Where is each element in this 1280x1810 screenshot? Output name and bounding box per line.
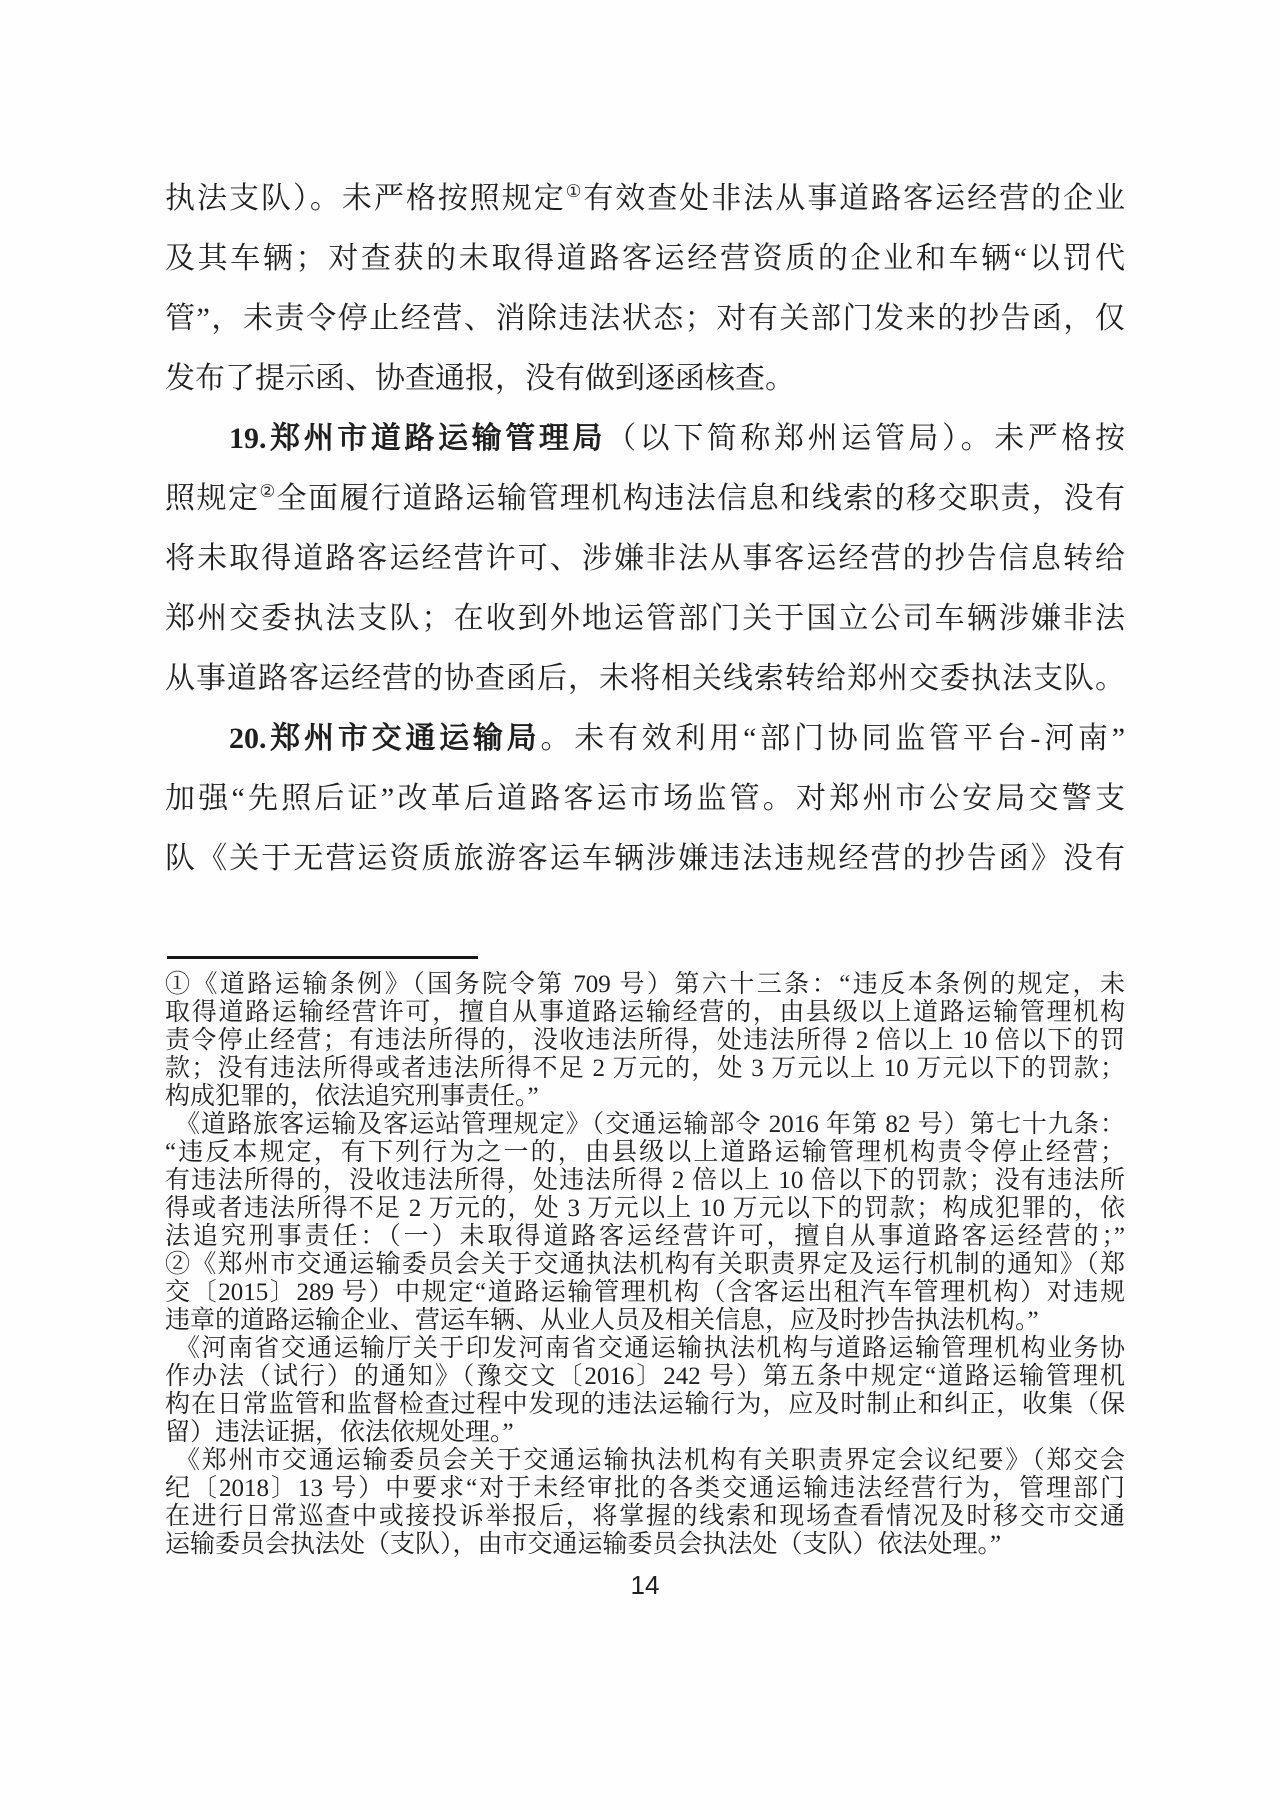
footnote-line: 得或者违法所得不足 2 万元的，处 3 万元以上 10 万元以下的罚款；构成犯罪的，依 <box>165 1195 1125 1222</box>
p1-line1 <box>165 169 1125 229</box>
p1-line3: 管”，未责令停止经营、消除违法状态；对有关部门发来的抄告函，仅 <box>165 302 1125 335</box>
footnote-line: 法追究刑事责任：（一）未取得道路客运经营许可，擅自从事道路客运经营的；” <box>165 1223 1125 1250</box>
footnote-line: 有违法所得的，没收违法所得，处违法所得 2 倍以上 10 倍以下的罚款；没有违法所 <box>165 1167 1125 1194</box>
footnote-line: 作办法（试行）的通知》（豫交文〔2016〕242 号）第五条中规定“道路运输管理机 <box>165 1363 1125 1390</box>
p2-line3: 将未取得道路客运经营许可、涉嫌非法从事客运经营的抄告信息转给 <box>165 542 1125 575</box>
footnote-line: ②《郑州市交通运输委员会关于交通执法机构有关职责界定及运行机制的通知》（郑 <box>165 1251 1125 1278</box>
p3-line3: 队《关于无营运资质旅游客运车辆涉嫌违法违规经营的抄告函》没有 <box>165 842 1125 875</box>
footnote-line: 责令停止经营；有违法所得的，没收违法所得，处违法所得 2 倍以上 10 倍以下的罚 <box>165 1027 1125 1054</box>
p2-heading: 19.郑州市道路运输管理局 <box>229 422 607 455</box>
footnote-ref-1: ① <box>565 181 584 201</box>
footnote-line: 款；没有违法所得或者违法所得不足 2 万元的，处 3 万元以上 10 万元以下的罚款； <box>165 1055 1125 1082</box>
footnote-ref-2: ② <box>259 481 277 501</box>
p1-l1-text-b: 有效查处非法从事道路客运经营的企业 <box>583 182 1126 215</box>
p3-line2: 加强“先照后证”改革后道路客运市场监管。对郑州市公安局交警支 <box>165 782 1125 815</box>
footnote-line: 《道路旅客运输及客运站管理规定》（交通运输部令 2016 年第 82 号）第七十九条： <box>175 1111 1125 1138</box>
p2-line4: 郑州交委执法支队；在收到外地运管部门关于国立公司车辆涉嫌非法 <box>165 602 1125 635</box>
footnote-line: 构在日常监管和监督检查过程中发现的违法运输行为，应及时制止和纠正，收集（保 <box>165 1391 1125 1418</box>
p1-line4: 发布了提示函、协查通报，没有做到逐函核查。 <box>165 362 795 395</box>
p2-line1 <box>165 409 1125 469</box>
p2-l2-text-b: 全面履行道路运输管理机构违法信息和线索的移交职责，没有 <box>276 482 1126 515</box>
footnote-line: 违章的道路运输企业、营运车辆、从业人员及相关信息，应及时抄告执法机构。” <box>165 1307 1039 1334</box>
footnote-line: “违反本规定，有下列行为之一的，由县级以上道路运输管理机构责令停止经营； <box>165 1139 1125 1166</box>
p1-l1-text-a: 执法支队）。未严格按照规定 <box>165 182 566 215</box>
footnote-line: 纪〔2018〕13 号）中要求“对于未经审批的各类交通运输违法经营行为，管理部门 <box>165 1475 1125 1502</box>
footnote-line: 构成犯罪的，依法追究刑事责任。” <box>165 1083 539 1110</box>
p1-line2: 及其车辆；对查获的未取得道路客运经营资质的企业和车辆“以罚代 <box>165 242 1125 275</box>
p2-l2-text-a: 照规定 <box>165 482 260 515</box>
footnote-line: ①《道路运输条例》（国务院令第 709 号）第六十三条：“违反本条例的规定，未 <box>165 971 1125 998</box>
p3-line1 <box>165 709 1125 769</box>
footnote-line: 留）违法证据，依法依规处理。” <box>165 1419 514 1446</box>
footnote-line: 交〔2015〕289 号）中规定“道路运输管理机构（含客运出租汽车管理机构）对违规 <box>165 1279 1125 1306</box>
footnote-line: 《河南省交通运输厅关于印发河南省交通运输执法机构与道路运输管理机构业务协 <box>175 1335 1125 1362</box>
p2-line5: 从事道路客运经营的协查函后，未将相关线索转给郑州交委执法支队。 <box>165 662 1125 695</box>
p2-l1-rest: （以下简称郑州运管局）。未严格按 <box>606 422 1126 455</box>
body-text <box>165 169 1125 889</box>
footnotes <box>165 971 1125 1559</box>
footnote-separator <box>167 956 478 959</box>
footnote-line: 在进行日常巡查中或接投诉举报后，将掌握的线索和现场查看情况及时移交市交通 <box>165 1503 1125 1530</box>
p3-heading: 20.郑州市交通运输局 <box>229 722 541 755</box>
footnote-line: 运输委员会执法处（支队），由市交通运输委员会执法处（支队）依法处理。” <box>165 1531 1002 1558</box>
footnote-line: 取得道路运输经营许可，擅自从事道路运输经营的，由县级以上道路运输管理机构 <box>165 999 1125 1026</box>
footnote-line: 《郑州市交通运输委员会关于交通运输执法机构有关职责界定会议纪要》（郑交会 <box>175 1447 1125 1474</box>
page-number: 14 <box>630 1570 660 1600</box>
p2-line2 <box>165 469 1125 529</box>
p3-l1-rest: 。未有效利用“部门协同监管平台-河南” <box>540 722 1126 755</box>
